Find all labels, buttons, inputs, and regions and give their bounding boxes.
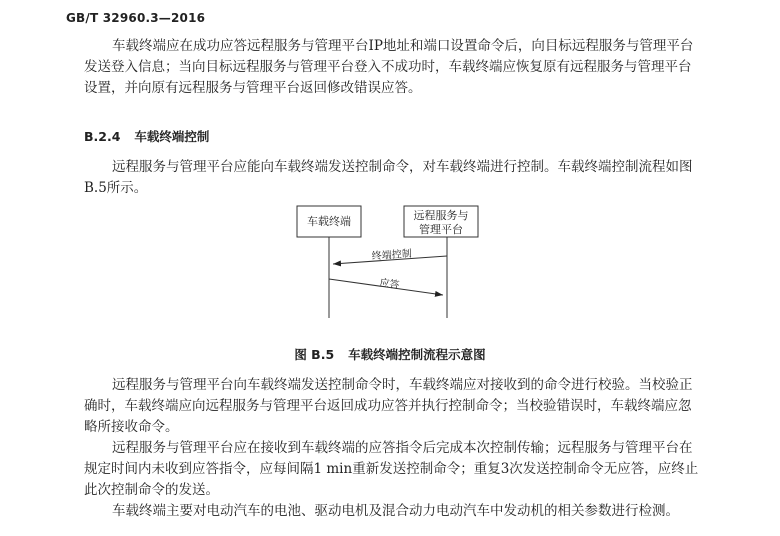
platform-label-line1: 远程服务与	[413, 209, 469, 222]
vehicle-terminal-label: 车载终端	[307, 215, 351, 228]
figure-caption	[0, 345, 780, 363]
body-paragraph-3: 车载终端主要对电动汽车的电池、驱动电机及混合动力电动汽车中发动机的相关参数进行检测。	[112, 503, 679, 519]
intro-paragraph: 车载终端应在成功应答远程服务与管理平台IP地址和端口设置命令后，向目标远程服务与管理平台发送登入信息；当向目标远程服务与管理平台登入不成功时，车载终端应恢复原有远程服务与管理平台设置，并向原有远程服务与管理平台返回修改错误应答。	[84, 38, 694, 96]
figure-number: 图 B.5	[294, 347, 335, 362]
section-title: 车载终端控制	[134, 129, 210, 144]
platform-label-line2: 管理平台	[419, 223, 463, 236]
body-paragraph-2: 远程服务与管理平台应在接收到车载终端的应答指令后完成本次控制传输；远程服务与管理平台在规定时间内未收到应答指令，应每间隔1 min重新发送控制命令；重复3次发送控制命令无应答，应终止此次控制命令的发送。	[84, 440, 699, 498]
section-intro-paragraph: 远程服务与管理平台应能向车载终端发送控制命令，对车载终端进行控制。车载终端控制流程如图B.5所示。	[84, 159, 693, 196]
body-paragraph-1: 远程服务与管理平台向车载终端发送控制命令时，车载终端应对接收到的命令进行校验。当校验正确时，车载终端应向远程服务与管理平台返回成功应答并执行控制命令；当校验错误时，车载终端应忽略所接收命令。	[84, 377, 693, 435]
control-command-label: 终端控制	[371, 248, 413, 263]
figure-title: 车载终端控制流程示意图	[348, 347, 486, 362]
standard-header: GB/T 32960.3—2016	[66, 11, 206, 25]
response-label: 应答	[378, 277, 401, 292]
section-number: B.2.4	[84, 129, 121, 144]
